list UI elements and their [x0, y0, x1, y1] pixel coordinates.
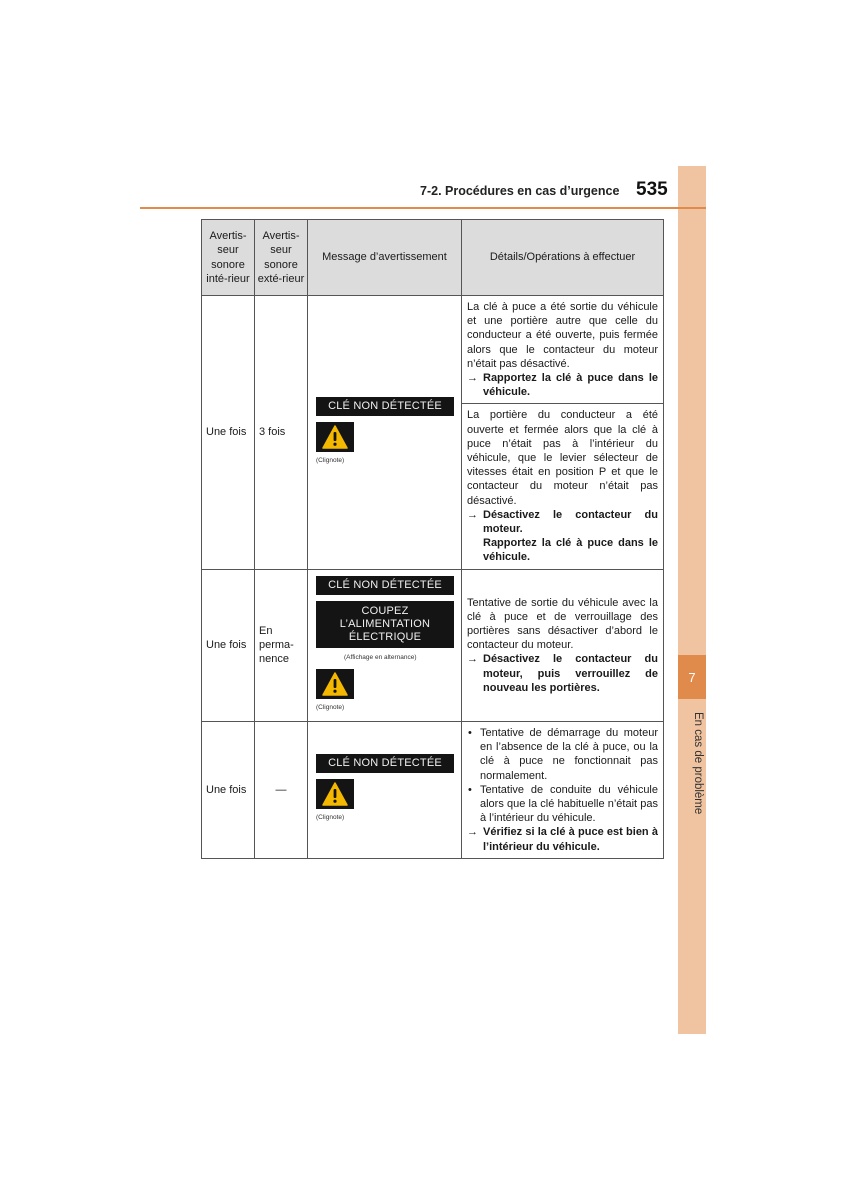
chapter-side-tab: [678, 166, 706, 1034]
page-number: 535: [636, 179, 668, 200]
interior-buzzer-cell: Une fois: [202, 296, 255, 570]
detail-bullet: [467, 783, 658, 826]
section-title: 7-2. Procédures en cas d’urgence: [420, 184, 620, 198]
warning-light: [316, 779, 354, 809]
warning-light: [316, 669, 354, 699]
header-rule: [140, 207, 706, 209]
bullet-text: Tentative de conduite du véhicule alors que la clé habituelle n’était pas à l’intérieur du véhicule.: [480, 783, 658, 825]
bullet-icon: •: [468, 783, 472, 796]
detail-text: La portière du conducteur a été ouverte et fermée alors que la clé à puce n’était pas à l’intérieur du véhicule, que le levier sélecteur de vitesses était en position P et que le contacteur du moteur n’était pas désactivé.: [467, 409, 658, 507]
bullet-icon: •: [468, 727, 472, 740]
warning-triangle-icon: [322, 425, 348, 449]
table-row: [202, 296, 664, 570]
interior-buzzer-cell: Une fois: [202, 569, 255, 721]
warning-table: [201, 219, 664, 859]
detail-text: La clé à puce a été sortie du véhicule et une portière autre que celle du conducteur a été ouverte, puis fermée alors que le contacteur du moteur n’était pas désactivé.: [467, 301, 658, 370]
chapter-label: En cas de problème: [692, 712, 704, 815]
detail-divider: [462, 403, 663, 404]
alternate-caption: (Affichage en alternance): [344, 653, 417, 661]
interior-buzzer-cell: Une fois: [202, 722, 255, 859]
no-buzzer-dash: —: [275, 783, 287, 796]
exterior-buzzer-cell: En perma-nence: [255, 569, 308, 721]
details-cell: [462, 296, 664, 570]
action-text: Rapportez la clé à puce dans le véhicule.: [483, 372, 658, 399]
warning-light: [316, 422, 354, 452]
action-text: Rapportez la clé à puce dans le véhicule.: [483, 537, 658, 564]
arrow-icon: →: [467, 653, 478, 666]
detail-action: [467, 825, 658, 853]
arrow-icon: →: [467, 372, 478, 385]
table-row: [202, 569, 664, 721]
action-text: Désactivez le contacteur du moteur, puis verrouillez de nouveau les portières.: [483, 653, 658, 694]
details-cell: [462, 722, 664, 859]
action-text: Vérifiez si la clé à puce est bien à l’intérieur du véhicule.: [483, 826, 658, 853]
blink-caption: (Clignote): [316, 703, 345, 711]
header-warning-message: Message d’avertissement: [308, 220, 462, 296]
detail-text: Tentative de sortie du véhicule avec la clé à puce et de verrouillage des portières sans désactiver d’abord le contacteur du moteur.: [467, 596, 658, 652]
detail-action: [467, 652, 658, 695]
blink-caption: (Clignote): [316, 814, 345, 822]
lcd-key-not-detected: CLÉ NON DÉTECTÉE: [316, 576, 454, 595]
warning-message-cell: [308, 722, 462, 859]
warning-message-cell: [308, 296, 462, 570]
lcd-power-off: COUPEZ L’ALIMENTATION ÉLECTRIQUE: [316, 601, 454, 648]
arrow-icon: →: [467, 826, 478, 839]
exterior-buzzer-cell: [255, 722, 308, 859]
exterior-buzzer-cell: 3 fois: [255, 296, 308, 570]
bullet-text: Tentative de démarrage du moteur en l’absence de la clé à puce, ou la clé à puce ne fonctionnait pas normalement.: [480, 727, 658, 782]
lcd-key-not-detected: CLÉ NON DÉTECTÉE: [316, 754, 454, 773]
chapter-number: 7: [678, 655, 706, 699]
table-header-row: [202, 220, 664, 296]
warning-triangle-icon: [322, 782, 348, 806]
header-details: Détails/Opérations à effectuer: [462, 220, 664, 296]
table-row: [202, 722, 664, 859]
warning-triangle-icon: [322, 672, 348, 696]
arrow-icon: →: [467, 508, 478, 521]
details-cell: [462, 569, 664, 721]
header-interior-buzzer: Avertis-seur sonore inté-rieur: [202, 220, 255, 296]
action-text: Désactivez le contacteur du moteur.: [483, 508, 658, 536]
lcd-key-not-detected: CLÉ NON DÉTECTÉE: [316, 397, 454, 416]
detail-bullet: [467, 726, 658, 783]
detail-action: [467, 508, 658, 565]
header-exterior-buzzer: Avertis-seur sonore exté-rieur: [255, 220, 308, 296]
warning-message-cell: [308, 569, 462, 721]
detail-action: [467, 371, 658, 399]
blink-caption: (Clignote): [316, 456, 345, 464]
